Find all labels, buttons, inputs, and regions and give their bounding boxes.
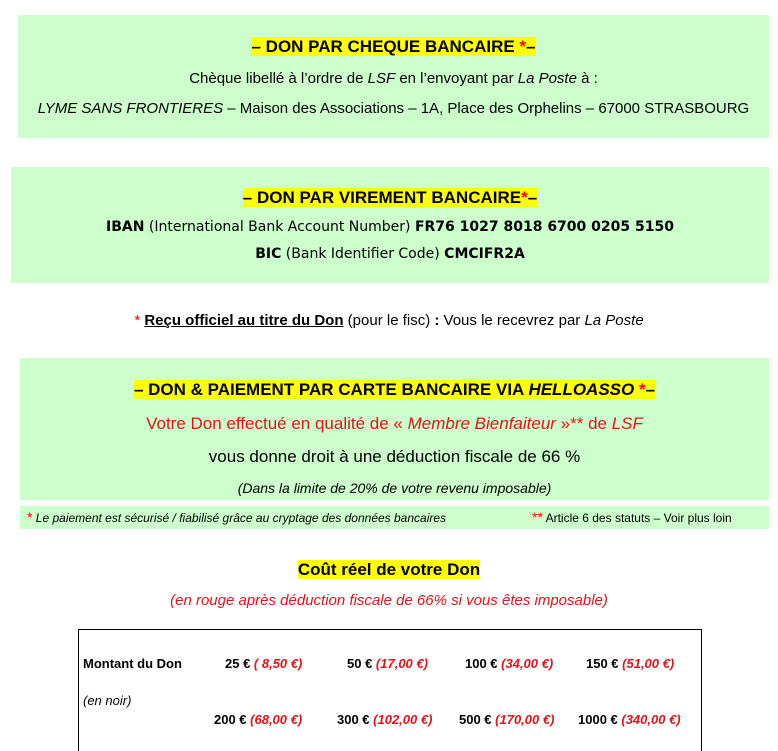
net-value: ( 8,50 €) bbox=[253, 656, 303, 671]
virement-title bbox=[11, 188, 769, 208]
virement-title-star: * bbox=[521, 188, 528, 207]
iban-line bbox=[11, 219, 769, 235]
cheque-line1-a: Chèque libellé à l’ordre de bbox=[189, 70, 368, 87]
amount-cell bbox=[337, 712, 432, 727]
bic-line bbox=[11, 246, 769, 262]
note-left-star: * bbox=[27, 509, 33, 525]
amount-cell bbox=[459, 712, 554, 727]
carte-line1-a: Votre Don effectué en qualité de « bbox=[146, 414, 408, 433]
cheque-title-star: * bbox=[519, 37, 527, 56]
recu-mid: (pour le fisc) bbox=[343, 312, 435, 329]
carte-section bbox=[20, 358, 769, 500]
carte-line3: (Dans la limite de 20% de votre revenu imposable) bbox=[237, 480, 552, 496]
table-label-noir: (en noir) bbox=[83, 693, 132, 708]
amount-value: 1000 € bbox=[578, 712, 622, 727]
cheque-line1 bbox=[18, 70, 769, 87]
carte-lsf: LSF bbox=[611, 414, 643, 433]
iban-label: IBAN bbox=[106, 219, 145, 235]
bic-label: BIC bbox=[255, 246, 282, 262]
recu-star: * bbox=[134, 312, 145, 329]
carte-line1-b: »** de bbox=[555, 414, 612, 433]
recu-line bbox=[0, 312, 778, 329]
virement-title-end: – bbox=[527, 188, 538, 207]
cheque-line1-c: à : bbox=[576, 70, 598, 87]
cheque-address-rest: – Maison des Associations – 1A, Place des Orphelins – 67000 STRASBOURG bbox=[223, 100, 750, 117]
amount-value: 150 € bbox=[586, 656, 623, 671]
net-value: (68,00 €) bbox=[250, 712, 303, 727]
cout-title bbox=[0, 560, 778, 580]
iban-value: FR76 1027 8018 6700 0205 5150 bbox=[414, 219, 674, 235]
net-value: (17,00 €) bbox=[375, 656, 428, 671]
bic-value: CMCIFR2A bbox=[444, 246, 525, 262]
carte-title bbox=[20, 380, 769, 400]
cheque-title-text: – DON PAR CHEQUE BANCAIRE bbox=[251, 37, 520, 56]
cout-title-text: Coût réel de votre Don bbox=[297, 560, 481, 579]
amount-cell bbox=[586, 656, 674, 671]
recu-text: Vous le recevrez par bbox=[439, 312, 585, 329]
amount-cell bbox=[225, 656, 302, 671]
cheque-section bbox=[18, 15, 769, 138]
amount-value: 100 € bbox=[465, 656, 502, 671]
recu-colon: : bbox=[434, 312, 440, 329]
cheque-poste: La Poste bbox=[517, 70, 577, 87]
net-value: (170,00 €) bbox=[495, 712, 555, 727]
amount-value: 500 € bbox=[459, 712, 496, 727]
carte-title-end: – bbox=[645, 380, 656, 399]
amount-cell bbox=[347, 656, 428, 671]
amount-cell bbox=[214, 712, 302, 727]
carte-membre: Membre Bienfaiteur bbox=[407, 414, 556, 433]
recu-label: Reçu officiel au titre du Don bbox=[144, 312, 344, 329]
bic-desc: (Bank Identifier Code) bbox=[281, 246, 445, 262]
note-right-star: ** bbox=[532, 509, 543, 525]
cheque-address bbox=[18, 100, 769, 117]
cheque-title-end: – bbox=[526, 37, 536, 56]
virement-section bbox=[11, 167, 769, 283]
iban-desc: (International Bank Account Number) bbox=[144, 219, 415, 235]
amount-value: 300 € bbox=[337, 712, 374, 727]
recu-poste: La Poste bbox=[584, 312, 644, 329]
net-value: (34,00 €) bbox=[501, 656, 554, 671]
carte-line2: vous donne droit à une déduction fiscale de 66 % bbox=[208, 447, 581, 466]
carte-title-star: * bbox=[638, 380, 646, 399]
notes-bar bbox=[20, 506, 769, 529]
net-value: (102,00 €) bbox=[373, 712, 433, 727]
amount-value: 50 € bbox=[347, 656, 376, 671]
net-value: (340,00 €) bbox=[621, 712, 681, 727]
amount-cell bbox=[578, 712, 681, 727]
amount-cell bbox=[465, 656, 553, 671]
carte-title-text: – DON & PAIEMENT PAR CARTE BANCAIRE VIA bbox=[133, 380, 529, 399]
cheque-address-name: LYME SANS FRONTIERES bbox=[37, 100, 224, 117]
virement-title-text: – DON PAR VIREMENT BANCAIRE bbox=[242, 188, 522, 207]
note-right bbox=[532, 509, 732, 525]
net-value: (51,00 €) bbox=[622, 656, 675, 671]
donation-table bbox=[78, 629, 702, 751]
cheque-title bbox=[18, 37, 769, 57]
note-left bbox=[27, 509, 446, 525]
cheque-line1-b: en l’envoyant par bbox=[395, 70, 518, 87]
amount-value: 200 € bbox=[214, 712, 251, 727]
cout-subtitle: (en rouge après déduction fiscale de 66% si vous êtes imposable) bbox=[170, 592, 608, 609]
carte-title-brand: HELLOASSO bbox=[528, 380, 635, 399]
note-right-text: Article 6 des statuts – Voir plus loin bbox=[542, 511, 732, 525]
cheque-lsf: LSF bbox=[367, 70, 396, 87]
carte-line1 bbox=[20, 414, 769, 434]
amount-value: 25 € bbox=[225, 656, 254, 671]
table-label-montant: Montant du Don bbox=[83, 656, 182, 671]
note-left-text: Le paiement est sécurisé / fiabilisé grâce au cryptage des données bancaires bbox=[32, 511, 447, 525]
